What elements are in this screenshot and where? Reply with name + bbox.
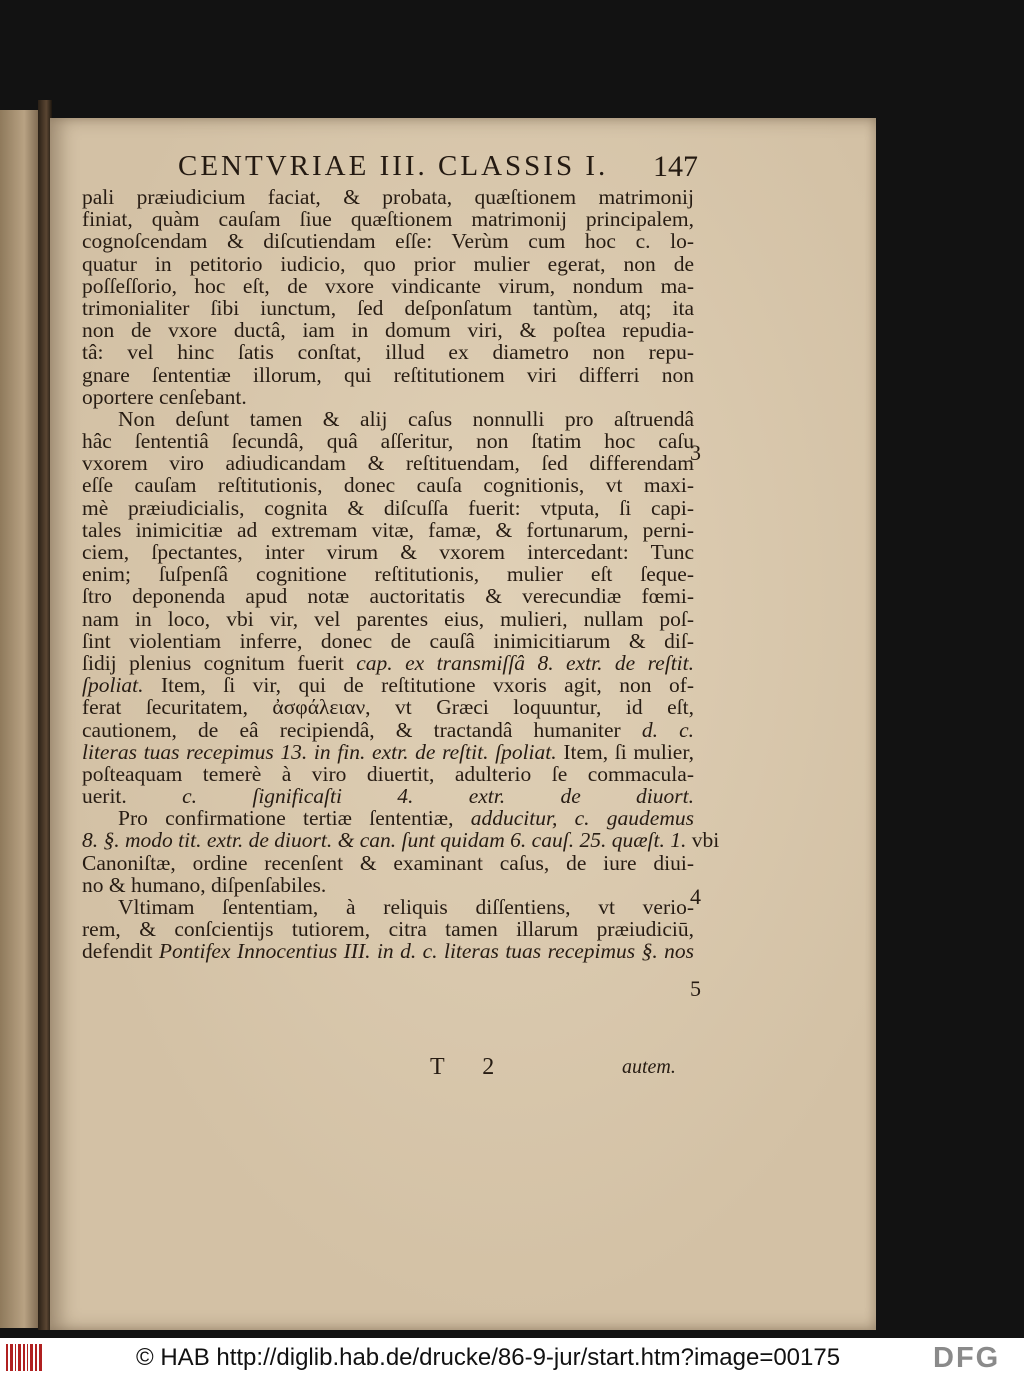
citation-text: ſpoliat. — [82, 673, 144, 698]
line-text: Item, ſi mulier, — [563, 739, 695, 764]
text-line — [82, 696, 694, 718]
line-text: tâ: vel hinc ſatis conſtat, illud ex diametro non repu- — [82, 340, 694, 365]
footer-bar — [0, 1338, 1024, 1377]
text-line — [82, 208, 694, 230]
citation-text: adducitur, c. gaudemus — [470, 806, 694, 831]
text-line — [82, 474, 694, 496]
text-line — [82, 319, 694, 341]
text-line — [82, 828, 720, 853]
line-text: rem, & conſcientijs tutiorem, citra tamen illarum præiudiciū, — [82, 917, 694, 942]
citation-text: cap. ex transmiſſâ 8. extr. de reſtit. — [356, 650, 694, 675]
line-text: enim; ſuſpenſâ cognitione reſtitutionis, mulier eſt ſeque- — [82, 562, 694, 587]
text-line — [82, 541, 694, 563]
line-text: pali præiudicium faciat, & probata, quæſtionem matrimonij — [82, 185, 694, 209]
text-line — [82, 408, 694, 430]
dfg-logo: DFG — [933, 1342, 1001, 1374]
text-line — [82, 585, 694, 607]
text-line — [82, 497, 694, 519]
line-text: vxorem viro adiudicandam & reſtituendam, ſed differendam — [82, 451, 694, 476]
line-text: no & humano, diſpenſabiles. — [82, 872, 327, 897]
text-line — [82, 940, 694, 962]
text-line — [82, 852, 694, 874]
body-text — [82, 185, 720, 964]
text-line — [82, 763, 694, 785]
text-line — [82, 652, 694, 674]
text-line — [82, 275, 694, 297]
page-number: 147 — [653, 150, 698, 183]
catchword: autem. — [622, 1056, 676, 1078]
line-text: cautionem, de eâ recipiendâ, & tractandâ humaniter — [82, 717, 621, 742]
line-text: finiat, quàm cauſam ſiue quæſtionem matrimonij principalem, — [82, 207, 694, 232]
line-text: non de vxore ductâ, iam in domum viri, & poſtea repudia- — [82, 318, 694, 343]
line-text: tales inimicitiæ ad extremam vitæ, famæ, & fortunarum, perni- — [82, 517, 694, 542]
line-text: quatur in petitorio iudicio, quo prior mulier egerat, non de — [82, 251, 694, 276]
signature-mark: T 2 — [430, 1054, 511, 1080]
line-text: mè præiudicialis, cognita & diſcuſſa fuerit: vtputa, ſi capi- — [82, 495, 694, 520]
line-text: Pro confirmatione tertiæ ſententiæ, — [118, 806, 454, 831]
text-line — [82, 452, 694, 474]
text-line — [82, 430, 694, 452]
line-text: uerit. — [82, 784, 127, 809]
line-text: ſint violentiam inferre, donec de cauſâ inimicitiarum & diſ- — [82, 628, 694, 653]
line-text: ſidij plenius cognitum fuerit — [82, 650, 344, 675]
citation-text: c. ſignificaſti 4. extr. de diuort. — [182, 784, 694, 809]
text-line — [82, 741, 694, 763]
line-text: trimonialiter ſibi iunctum, ſed deſponſatum tantùm, atq; ita — [82, 295, 694, 320]
line-text: vbi — [691, 828, 720, 853]
text-line — [82, 874, 694, 896]
text-line — [82, 364, 694, 386]
text-line — [82, 230, 694, 252]
text-line — [82, 896, 694, 918]
line-text: eſſe cauſam reſtitutionis, donec cauſa cognitionis, vt maxi- — [82, 473, 694, 498]
text-line — [82, 719, 694, 741]
line-text: gnare ſententiæ illorum, qui reſtitutionem viri differri non — [82, 362, 694, 387]
line-text: poſteaquam temerè à viro diuertit, adulterio ſe commacula- — [82, 761, 694, 786]
text-line — [82, 186, 694, 208]
line-text: ciem, ſpectantes, inter virum & vxorem intercedant: Tunc — [82, 540, 694, 564]
barcode-icon — [0, 1338, 48, 1377]
line-text: poſſeſſorio, hoc eſt, de vxore vindicante virum, nondum ma- — [82, 273, 694, 298]
citation-text: d. c. — [641, 717, 695, 742]
margin-number: 3 — [690, 440, 701, 465]
line-text: ſtro deponenda apud notæ auctoritatis & verecundiæ fœmi- — [82, 584, 694, 609]
text-line — [82, 918, 694, 940]
running-head-title: CENTVRIAE III. CLASSIS I. — [178, 150, 609, 182]
text-line — [82, 563, 694, 585]
line-text: nam in loco, vbi vir, vel parentes eius, mulieri, nullam poſ- — [82, 606, 694, 631]
citation-text: literas tuas recepimus 13. in fin. extr. de reſtit. ſpoliat. — [82, 739, 557, 764]
text-line — [82, 519, 694, 541]
line-text: oportere cenſebant. — [82, 384, 247, 409]
margin-number: 5 — [690, 976, 701, 1001]
text-line — [82, 785, 694, 807]
text-line — [82, 807, 694, 829]
text-line — [82, 297, 694, 319]
line-text: Canoniſtæ, ordine recenſent & examinant caſus, de iure diui- — [82, 850, 694, 875]
running-head — [178, 150, 698, 184]
text-line — [82, 386, 694, 408]
margin-number: 4 — [690, 884, 701, 909]
text-line — [82, 674, 694, 696]
text-line — [82, 630, 694, 652]
copyright-link[interactable]: © HAB http://diglib.hab.de/drucke/86-9-jur/start.htm?image=00175 — [136, 1344, 841, 1371]
line-text: Vltimam ſententiam, à reliquis diſſentiens, vt verio- — [118, 895, 694, 919]
line-text: ferat ſecuritatem, ἀσφάλειαν, vt Græci loquuntur, id eſt, — [82, 695, 694, 720]
text-line — [82, 608, 694, 630]
text-line — [82, 253, 694, 275]
text-line — [82, 341, 694, 363]
line-text: defendit — [82, 939, 153, 964]
citation-text: 8. §. modo tit. extr. de diuort. & can. ſunt quidam 6. cauſ. 25. quæſt. 1. — [82, 828, 687, 853]
citation-text: Pontifex Innocentius III. in d. c. literas tuas recepimus §. nos — [158, 939, 694, 964]
line-text: cognoſcendam & diſcutiendam eſſe: Verùm cum hoc c. lo- — [82, 229, 694, 254]
line-text: Item, ſi vir, qui de reſtitutione vxoris agit, non of- — [161, 673, 695, 698]
line-text: Non deſunt tamen & alij caſus nonnulli pro aſtruendâ — [118, 406, 694, 431]
line-text: hâc ſententiâ ſecundâ, quâ aſſeritur, non ſtatim hoc caſu — [82, 429, 694, 454]
